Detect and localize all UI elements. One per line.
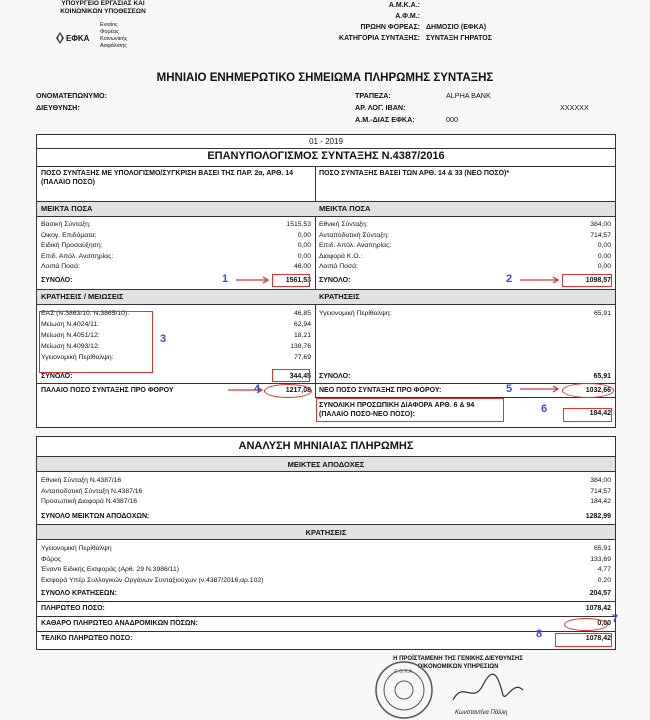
row-value: 77,69 bbox=[293, 354, 311, 361]
iban-value: XXXXXX bbox=[560, 103, 589, 112]
row-value: 65,91 bbox=[593, 545, 611, 552]
ministry-name: ΥΠΟΥΡΓΕΙΟ ΕΡΓΑΣΙΑΣ ΚΑΙ ΚΟΙΝΩΝΙΚΩΝ ΥΠΟΘΕΣΕΩΝ bbox=[60, 0, 146, 15]
ded-total-label: ΣΥΝΟΛΟ ΚΡΑΤΗΣΕΩΝ: bbox=[41, 590, 117, 597]
row-value: 714,57 bbox=[590, 231, 611, 239]
row-label: Υγειονομική Περίθαλψη: bbox=[319, 310, 392, 317]
row-label: Οικογ. Επιδόματα: bbox=[41, 231, 97, 239]
bank-label: ΤΡΑΠΕΖΑ: bbox=[355, 91, 391, 100]
retro-value: 0,00 bbox=[597, 620, 611, 627]
efka-sub-line: Φορέας bbox=[100, 29, 119, 35]
name-label: ΟΝΟΜΑΤΕΠΩΝΥΜΟ: bbox=[36, 91, 108, 100]
signer-name: Κωνσταντίνα Πάλλη bbox=[455, 710, 508, 716]
period: 01 - 2019 bbox=[309, 137, 343, 146]
row-label: Επιδ. Απόλ. Αναπηρίας: bbox=[41, 252, 114, 260]
footer-line2: ΟΙΚΟΝΟΜΙΚΩΝ ΥΠΗΡΕΣΙΩΝ bbox=[417, 664, 499, 670]
row-label: Μείωση Ν.4051/12: bbox=[41, 332, 100, 339]
new-net-value: 1032,66 bbox=[585, 387, 611, 394]
am-value: 000 bbox=[446, 115, 458, 124]
ded-head: ΚΡΑΤΗΣΕΙΣ bbox=[305, 528, 347, 537]
gross-total-value: 1282,99 bbox=[585, 513, 611, 520]
row-value: 138,76 bbox=[290, 343, 311, 350]
left-gross-total: 1561,53 bbox=[285, 277, 311, 284]
efka-sub-line: Ενιαίος bbox=[100, 22, 118, 28]
right-gross-total-label: ΣΥΝΟΛΟ: bbox=[319, 277, 351, 284]
efka-logo-text: ΕΦΚΑ bbox=[66, 34, 90, 43]
header-key: Α.Μ.Κ.Α.: bbox=[388, 2, 420, 9]
address-label: ΔΙΕΥΘΥΝΣΗ: bbox=[36, 103, 80, 112]
gross-head: ΜΕΙΚΤΕΣ ΑΠΟΔΟΧΕΣ bbox=[287, 460, 365, 469]
row-label: Εθνική Σύνταξη Ν.4387/16 bbox=[41, 477, 122, 484]
marker-7: 7 bbox=[612, 613, 619, 625]
row-value: 384,00 bbox=[590, 477, 611, 484]
right-gross-label: ΜΕΙΚΤΑ ΠΟΣΑ bbox=[319, 204, 371, 213]
header-key: ΚΑΤΗΓΟΡΙΑ ΣΥΝΤΑΞΗΣ: bbox=[339, 35, 420, 42]
row-label: Διαφορά Κ.Ο.: bbox=[319, 252, 363, 260]
arrow-2 bbox=[520, 277, 558, 283]
arrow-1 bbox=[236, 277, 268, 283]
row-label: Εισφορά Υπέρ Συλλογικών Οργάνων Συνταξιούχων (ν.4387/2016,αρ.102) bbox=[41, 576, 264, 584]
row-label: Υγειονομική Περίθαλψη: bbox=[41, 354, 114, 361]
row-label: Εθνική Σύνταξη: bbox=[319, 221, 368, 228]
right-gross-total: 1098,57 bbox=[585, 277, 611, 284]
analysis-title: ΑΝΑΛΥΣΗ ΜΗΝΙΑΙΑΣ ΠΛΗΡΩΜΗΣ bbox=[238, 440, 414, 452]
row-label: Προσωπική Διαφορά Ν.4387/16 bbox=[41, 498, 138, 505]
document-title: ΜΗΝΙΑΙΟ ΕΝΗΜΕΡΩΤΙΚΟ ΣΗΜΕΙΩΜΑ ΠΛΗΡΩΜΗΣ ΣΥΝΤΑΞΗΣ bbox=[156, 72, 494, 84]
row-value: 133,69 bbox=[590, 555, 611, 563]
footer-line1: Η ΠΡΟΪΣΤΑΜΕΝΗ ΤΗΣ ΓΕΝΙΚΗΣ ΔΙΕΥΘΥΝΣΗΣ bbox=[393, 656, 523, 662]
row-value: 0,00 bbox=[597, 252, 611, 260]
row-label: Μείωση Ν.4024/11: bbox=[41, 321, 100, 328]
row-value: 184,42 bbox=[590, 498, 611, 505]
official-stamp bbox=[372, 656, 442, 720]
marker-6: 6 bbox=[541, 403, 548, 415]
row-value: 0,20 bbox=[597, 576, 611, 584]
retro-label: ΚΑΘΑΡΟ ΠΛΗΡΩΤΕΟ ΑΝΑΔΡΟΜΙΚΩΝ ΠΟΣΩΝ: bbox=[41, 620, 198, 627]
ded-total-value: 204,57 bbox=[589, 590, 611, 597]
row-value: 62,94 bbox=[293, 321, 311, 328]
row-value: 1515,53 bbox=[286, 221, 311, 228]
final-value: 1078,42 bbox=[585, 635, 611, 642]
right-ded-total-label: ΣΥΝΟΛΟ: bbox=[319, 373, 351, 380]
right-ded-total: 65,91 bbox=[593, 373, 611, 380]
row-label: Μείωση Ν.4093/12: bbox=[41, 343, 100, 350]
row-label: Φόρος bbox=[41, 555, 62, 563]
diff-value: 184,42 bbox=[589, 410, 611, 417]
left-head: ΠΟΣΟ ΣΥΝΤΑΞΗΣ ΜΕ ΥΠΟΛΟΓΙΣΜΟ/ΣΥΓΚΡΙΣΗ ΒΑΣΕΙ ΤΗΣ ΠΑΡ. 2α, ΑΡΘ. 14 (ΠΑΛΑΙΟ ΠΟΣΟ) bbox=[41, 170, 294, 186]
left-ded-total-label: ΣΥΝΟΛΟ: bbox=[41, 373, 73, 380]
row-value: 0,00 bbox=[297, 231, 311, 239]
left-gross-total-label: ΣΥΝΟΛΟ: bbox=[41, 277, 73, 284]
right-ded-label: ΚΡΑΤΗΣΕΙΣ bbox=[319, 292, 360, 301]
row-label: Υγειονομική Περίθαλψη bbox=[41, 545, 112, 552]
old-net-value: 1217,08 bbox=[285, 387, 311, 394]
header-key: ΠΡΩΗΝ ΦΟΡΕΑΣ: bbox=[360, 24, 420, 31]
row-label: Βασική Σύνταξη: bbox=[41, 221, 91, 228]
new-net-label: ΝΕΟ ΠΟΣΟ ΣΥΝΤΑΞΗΣ ΠΡΟ ΦΟΡΟΥ: bbox=[319, 387, 442, 394]
row-value: 65,91 bbox=[593, 310, 611, 317]
row-value: 0,00 bbox=[297, 252, 311, 260]
iban-label: ΑΡ. ΛΟΓ. IBAN: bbox=[355, 103, 406, 112]
diff-label-line2: (ΠΑΛΑΙΟ ΠΟΣΟ-ΝΕΟ ΠΟΣΟ): bbox=[319, 411, 415, 418]
row-value: 0,00 bbox=[297, 242, 311, 249]
efka-sub-line: Ασφάλισης bbox=[100, 43, 127, 49]
row-value: 18,21 bbox=[293, 332, 311, 339]
left-ded-label: ΚΡΑΤΗΣΕΙΣ / ΜΕΙΩΣΕΙΣ bbox=[41, 292, 124, 301]
row-label: Έναντι Ειδικής Εισφοράς (Αρθ. 29 Ν.3986/11) bbox=[41, 566, 179, 573]
marker-1: 1 bbox=[222, 273, 229, 285]
header-value: ΔΗΜΟΣΙΟ (ΕΦΚΑ) bbox=[426, 24, 487, 31]
left-gross-label: ΜΕΙΚΤΑ ΠΟΣΑ bbox=[41, 204, 93, 213]
row-label: Ανταποδοτική Σύνταξη Ν.4387/16 bbox=[41, 487, 143, 495]
row-label: Επιδ. Απόλ. Αναπηρίας: bbox=[319, 242, 392, 249]
row-value: 714,57 bbox=[590, 487, 611, 495]
gross-total-label: ΣΥΝΟΛΟ ΜΕΙΚΤΩΝ ΑΠΟΔΟΧΩΝ: bbox=[41, 513, 150, 520]
header-key: Α.Φ.Μ.: bbox=[395, 13, 420, 20]
marker-5: 5 bbox=[506, 383, 513, 395]
old-net-label: ΠΑΛΑΙΟ ΠΟΣΟ ΣΥΝΤΑΞΗΣ ΠΡΟ ΦΟΡΟΥ bbox=[41, 387, 174, 394]
stamp-text: Ε.Φ.Κ.Α. bbox=[394, 669, 414, 675]
row-value: 0,00 bbox=[597, 242, 611, 249]
payable-value: 1078,42 bbox=[585, 605, 611, 612]
efka-sub-line: Κοινωνικής bbox=[100, 36, 128, 42]
right-head: ΠΟΣΟ ΣΥΝΤΑΞΗΣ ΒΑΣΕΙ ΤΩΝ ΑΡΘ. 14 & 33 (ΝΕΟ ΠΟΣΟ)* bbox=[319, 170, 510, 177]
am-label: Α.Μ.-ΔΙΑΣ ΕΦΚΑ: bbox=[355, 115, 415, 124]
payable-label: ΠΛΗΡΩΤΕΟ ΠΟΣΟ: bbox=[41, 605, 105, 612]
marker-8: 8 bbox=[536, 628, 543, 640]
row-label: Λοιπά Ποσά: bbox=[319, 263, 358, 270]
final-label: ΤΕΛΙΚΟ ΠΛΗΡΩΤΕΟ ΠΟΣΟ: bbox=[41, 635, 133, 642]
bank-value: ALPHA BANK bbox=[446, 91, 491, 100]
row-label: Λοιπά Ποσά: bbox=[41, 263, 80, 270]
row-label: Ειδική Προσαύξηση: bbox=[41, 242, 103, 249]
diff-label-line1: ΣΥΝΟΛΙΚΗ ΠΡΟΣΩΠΙΚΗ ΔΙΑΦΟΡΑ ΑΡΘ. 6 & 94 bbox=[319, 402, 475, 409]
left-ded-total: 344,45 bbox=[289, 373, 311, 380]
marker-2: 2 bbox=[506, 273, 513, 285]
signature bbox=[448, 670, 528, 710]
marker-3: 3 bbox=[160, 333, 167, 345]
row-value: 4,77 bbox=[597, 566, 611, 573]
row-label: Ανταποδοτική Σύνταξη: bbox=[319, 231, 389, 239]
row-value: 0,00 bbox=[597, 263, 611, 270]
marker-4: 4 bbox=[254, 383, 261, 395]
arrow-5 bbox=[520, 386, 558, 392]
recalc-title: ΕΠΑΝΥΠΟΛΟΓΙΣΜΟΣ ΣΥΝΤΑΞΗΣ Ν.4387/2016 bbox=[207, 150, 445, 162]
row-label: ΕΑΣ (Ν.3863/10, Ν.3865/10): bbox=[41, 310, 130, 317]
row-value: 46,00 bbox=[293, 263, 311, 270]
row-value: 384,00 bbox=[590, 221, 611, 228]
row-value: 46,85 bbox=[293, 310, 311, 317]
header-value: ΣΥΝΤΑΞΗ ΓΗΡΑΤΟΣ bbox=[426, 35, 492, 42]
